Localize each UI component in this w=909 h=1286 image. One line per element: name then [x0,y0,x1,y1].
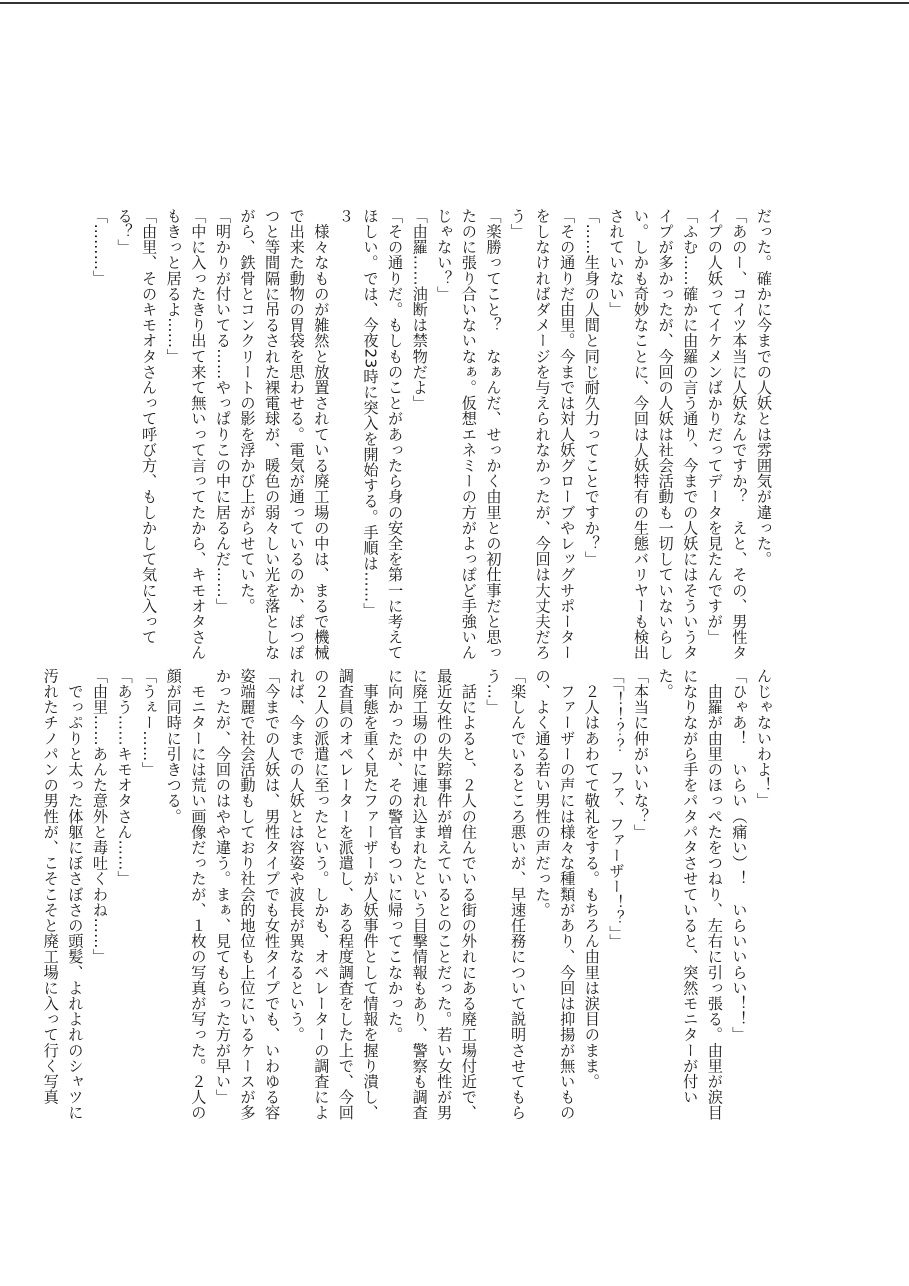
text-column: イプの人妖ってイケメンばかりだってデータを見たんですが」 [705,208,724,645]
text-column: がら、鉄骨とコンクリートの影を浮かび上がらせていた。 [238,208,257,614]
text-column: 最近女性の失踪事件が増えているとのことだった。若い女性が男 [435,668,454,1121]
text-column: 「由羅……油断は禁物だよ」 [410,208,429,411]
text-column: 「由里……あんた意外と毒吐くわね……」 [90,668,109,965]
text-column: 「中に入ったきり出て来て無いって言ってたから、キモオタさん [189,208,208,661]
text-column: になりながら手をパタパタさせていると、突然モニターが付い [681,668,700,1105]
text-column: に廃工場の中に連れ込まれたという目撃情報もあり、警察も調査 [410,668,429,1121]
text-column: 「本当に仲がいいな？」 [632,668,651,840]
text-column: 「ふむ……確かに由羅の言う通り、今までの人妖にはそういうタ [681,208,700,661]
text-column: に向かったが、その警官もついに帰ってこなかった。 [386,668,405,1043]
text-column: もきっと居るよ……」 [164,208,183,364]
text-column: をしなければダメージを与えられなかったが、今回は大丈夫だろ [533,208,552,661]
text-column: じゃない？」 [435,208,454,302]
text-column: 「あう……キモオタさん……」 [115,668,134,887]
text-column: 「………」 [90,208,109,286]
text-column: 様々なものが雑然と放置されている廃工場の中は、まるで機械 [312,208,331,661]
text-column: い。しかも奇妙なことに、今回は人妖特有の生態バリヤーも検出 [632,208,651,661]
text-column: ファーザーの声には様々な種類があり、今回は抑揚が無いもの [558,668,577,1121]
text-column: 「今までの人妖は、男性タイプでも女性タイプでも、いわゆる容 [263,668,282,1121]
text-column: れば、今までの人妖とは容姿や波長が異なるという。 [287,668,306,1043]
text-column: の２人の派遣に至ったという。しかも、オペレーターの調査によ [312,668,331,1121]
text-column: た。 [656,668,675,700]
text-column: の、よく通る若い男性の声だった。 [533,668,552,918]
text-column: たのに張り合いないなぁ。仮想エネミーの方がよっぽど手強いん [459,208,478,661]
text-column: 「楽しんでいるところ悪いが、早速任務について説明させてもら [509,668,528,1121]
text-column: 「「！！？？ ファ、ファーザー！？」」 [607,668,626,950]
text-column: モニターには荒い画像だったが、１枚の写真が写った。２人の [189,668,208,1121]
text-column: つと等間隔に吊るされた裸電球が、暖色の弱々しい光を落としな [263,208,282,661]
text-column: 「うぇー……」 [140,668,159,778]
text-column: 姿端麗で社会活動もしており社会的地位も上位にいるケースが多 [238,668,257,1121]
text-column: イプが多かったが、今回の人妖は社会活動も一切していないらし [656,208,675,661]
text-column: で出来た動物の胃袋を思わせる。電気が通っているのか、ぽつぽ [287,208,306,661]
text-column: 「その通りだ。もしものことがあったら身の安全を第一に考えて [386,208,405,661]
text-column: ２人はあわてて敬礼をする。もちろん由里は涙目のまま。 [582,668,601,1090]
text-column: う…」 [484,668,503,715]
text-column: ３ [336,208,355,224]
text-column: だった。確かに今までの人妖とは雰囲気が違った。 [755,208,773,567]
text-column: う」 [509,208,528,240]
text-column: 「あのー、コイツ本当に人妖なんですか？ えと、その、男性タ [730,208,749,661]
text-column: 「その通りだ由里。今までは対人妖グローブやレッグサポーター [558,208,577,661]
text-column: んじゃないわよ！」 [755,668,773,809]
text-column: 「楽勝ってこと？ なぁんだ、せっかく由里との初仕事だと思っ [484,208,503,661]
text-column: 話によると、２人の住んでいる街の外れにある廃工場付近で、 [459,668,478,1121]
top-border-line [0,2,909,4]
text-column: かったが、今回のはやや違う。まぁ、見てもらった方が早い」 [213,668,232,1105]
text-column: 顔が同時に引きつる。 [164,668,183,824]
text-column: る？」 [115,208,134,255]
upper-text-block [87,208,776,661]
text-column: ほしい。では、今夜23時に突入を開始する。手順は……」 [361,208,380,619]
text-column: 事態を重く見たファーザーが人妖事件として情報を握り潰し、 [361,668,380,1121]
text-column: 「由里、そのキモオタさんって呼び方、もしかして気に入って [140,208,159,645]
text-column: 「ひゃあ！ いらい（痛い）！ いらいいらい！！」 [730,668,749,1043]
text-column: 汚れたチノパンの男性が、こそこそと廃工場に入って行く写真 [41,668,60,1105]
text-column: 調査員のオペレーターを派遣し、ある程度調査をした上で、今回 [336,668,355,1121]
text-column: 由羅が由里のほっぺたをつねり、左右に引っ張る。由里が涙目 [705,668,724,1121]
lower-text-block [38,668,776,1121]
text-column: 「明かりが付いてる……やっぱりこの中に居るんだ……」 [213,208,232,614]
text-column: でっぷりと太った体躯にぼさぼさの頭髪、よれよれのシャツに [66,668,85,1121]
text-column: 「……生身の人間と同じ耐久力ってことですか？」 [582,208,601,567]
text-column: されていない」 [607,208,626,318]
